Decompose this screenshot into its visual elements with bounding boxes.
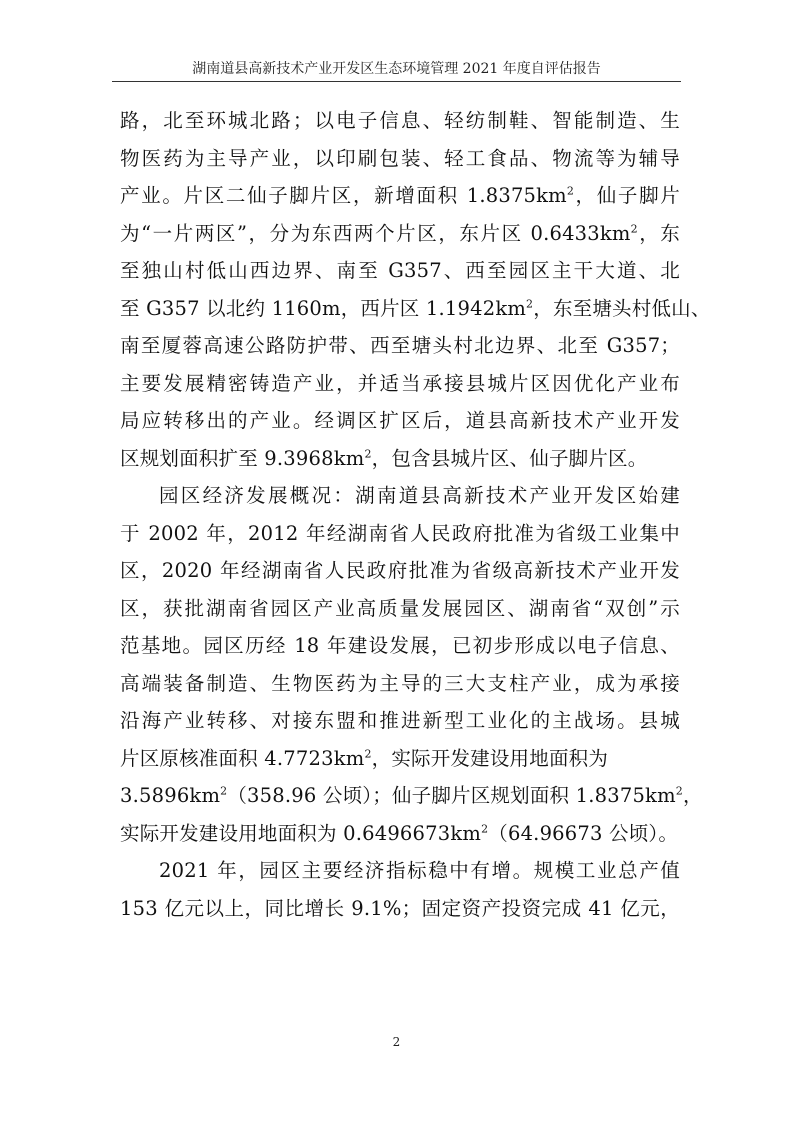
text-line: 高端装备制造、生物医药为主导的三大支柱产业，成为承接 (120, 671, 680, 695)
text-line: 至独山村低山西边界、南至 G357、西至园区主干大道、北 (120, 259, 680, 282)
text-line: 产业。片区二仙子脚片区，新增面积 $1.8375km^2$，仙子脚片 (120, 184, 680, 207)
paragraph-start: 园区经济发展概况：湖南道县高新技术产业开发区始建 (159, 484, 680, 507)
text-line: 范基地。园区历经 18 年建设发展，已初步形成以电子信息、 (120, 634, 680, 657)
text-line: 153 亿元以上，同比增长 9.1%；固定资产投资完成 41 亿元， (120, 896, 680, 920)
page-number: 2 (392, 1035, 401, 1049)
text-line: $3.5896km^2(358.96$ 公顷）；仙子脚片区规划面积 $1.8375km^2$， (120, 784, 703, 807)
text-line: 于 2002 年，2012 年经湖南省人民政府批准为省级工业集中 (120, 521, 680, 545)
text-line: 物医药为主导产业，以印刷包装、轻工食品、物流等为辅导 (120, 146, 680, 170)
text-line: 区规划面积扩至 $9.3968km^2$，包含县城片区、仙子脚片区。 (120, 446, 648, 470)
text-line: 主要发展精密铸造产业，并适当承接县城片区因优化产业布 (120, 371, 680, 395)
text-line: 为“一片两区”，分为东西两个片区，东片区 $0.6433km^2$，东 (120, 221, 680, 245)
text-line: 局应转移出的产业。经调区扩区后，道县高新技术产业开发 (120, 409, 680, 432)
text-line: 沿海产业转移、对接东盟和推进新型工业化的主战场。县城 (120, 709, 680, 732)
text-line: 片区原核准面积 $4.7723km^2$，实际开发建设用地面积为 (120, 746, 609, 770)
text-line: 实际开发建设用地面积为 $0.6496673km^2(64.96673$ 公顷）。 (120, 821, 679, 845)
page-header: 湖南道县高新技术产业开发区生态环境管理 2021 年度自评估报告 (192, 61, 601, 77)
text-line: 路，北至环城北路；以电子信息、轻纺制鞋、智能制造、生 (120, 109, 680, 132)
text-line: 至 G357 以北约 1160m，西片区 $1.1942km^2$，东至塘头村低山、 (120, 296, 711, 320)
text-line: 区，2020 年经湖南省人民政府批准为省级高新技术产业开发 (120, 559, 680, 582)
paragraph-start: 2021 年，园区主要经济指标稳中有增。规模工业总产值 (159, 859, 680, 882)
text-line: 南至厦蓉高速公路防护带、西至塘头村北边界、北至 G357； (120, 334, 680, 357)
header-divider (112, 81, 681, 82)
document-body (120, 102, 711, 927)
text-line: 区，获批湖南省园区产业高质量发展园区、湖南省“双创”示 (120, 596, 680, 620)
